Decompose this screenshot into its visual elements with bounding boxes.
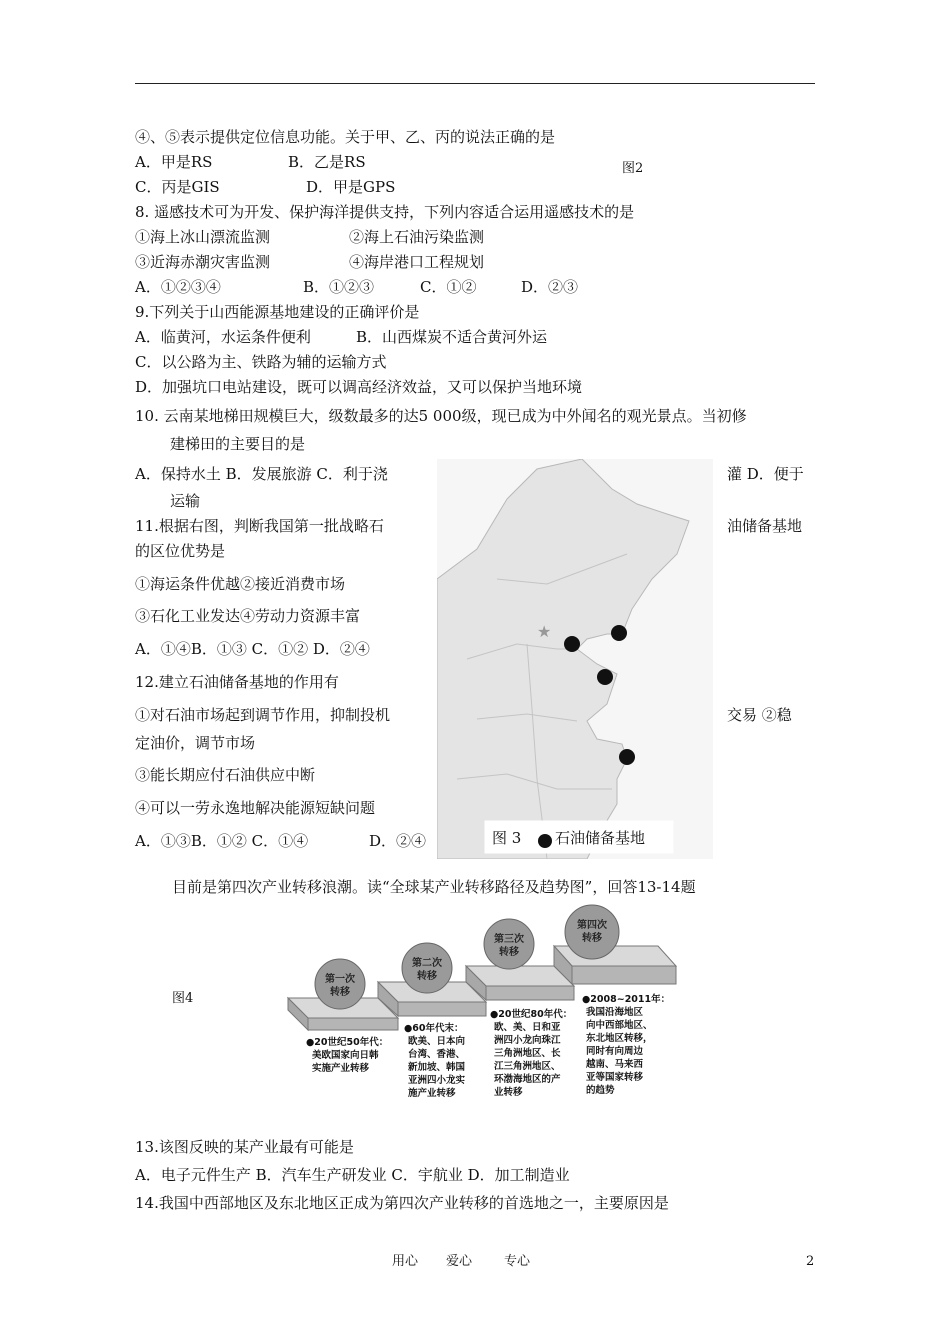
q9-stem: 9.下列关于山西能源基地建设的正确评价是	[135, 303, 420, 321]
capital-star-icon: ★	[537, 622, 552, 641]
footer-slogan-1: 用心	[392, 1254, 419, 1269]
q10-stem-line-2: 建梯田的主要目的是	[170, 435, 306, 453]
circle-4-line-1: 第四次	[577, 920, 607, 931]
q10-stem-line-1: 10. 云南某地梯田规模巨大，级数最多的达5 000级，现已成为中外闻名的观光景点。当初修	[135, 407, 747, 425]
note-3-line: 江三角洲地区、	[494, 1061, 561, 1072]
q7-option-a: A．甲是RS	[135, 153, 213, 171]
q14-stem: 14.我国中西部地区及东北地区正成为第四次产业转移的首选地之一，主要原因是	[135, 1194, 669, 1212]
q7-option-b: B．乙是RS	[288, 153, 366, 171]
q11-items-1-2: ①海运条件优越②接近消费市场	[135, 575, 346, 593]
step-block-4	[554, 946, 676, 984]
q10-options-wrap: 运输	[170, 492, 201, 510]
q12-option-d: D．②④	[369, 832, 427, 850]
note-1-line: 实施产业转移	[312, 1063, 370, 1074]
note-3-line: 三角洲地区、长	[494, 1048, 561, 1059]
q9-option-b: B．山西煤炭不适合黄河外运	[356, 328, 548, 346]
q8-option-b: B．①②③	[303, 278, 375, 296]
q12-item-1-left: ①对石油市场起到调节作用，抑制投机	[135, 706, 391, 724]
q13-14-intro: 目前是第四次产业转移浪潮。读“全球某产业转移路径及趋势图”，回答13-14题	[172, 878, 696, 896]
q13-stem: 13.该图反映的某产业最有可能是	[135, 1138, 354, 1156]
q10-options-right: 灌 D．便于	[727, 465, 804, 483]
note-3-line: 业转移	[494, 1087, 523, 1098]
footer-slogan-2: 爱心	[446, 1254, 473, 1269]
circle-4-line-2: 转移	[582, 933, 602, 944]
figure-4-caption: 图4	[172, 991, 194, 1006]
note-4-line: 越南、马来西	[586, 1059, 644, 1070]
map-svg	[437, 459, 713, 859]
note-3-line: 环渤海地区的产	[494, 1074, 561, 1085]
q7-stem-end: ④、⑤表示提供定位信息功能。关于甲、乙、丙的说法正确的是	[135, 128, 556, 146]
q9-option-d: D．加强坑口电站建设，既可以调高经济效益，又可以保护当地环境	[135, 378, 583, 396]
transfer-circle-4	[565, 905, 619, 959]
note-3-line: 欧、美、日和亚	[494, 1022, 561, 1033]
note-1-line: ●20世纪50年代：	[306, 1037, 389, 1048]
q8-item-3: ③近海赤潮灾害监测	[135, 253, 271, 271]
note-4-line: ●2008~2011年：	[582, 994, 671, 1005]
note-4-line: 我国沿海地区	[586, 1007, 644, 1018]
q8-item-1: ①海上冰山漂流监测	[135, 228, 271, 246]
q8-item-4: ④海岸港口工程规划	[349, 253, 485, 271]
oil-base-marker	[619, 749, 635, 765]
q8-option-c: C．①②	[420, 278, 477, 296]
figure-2-caption: 图2	[622, 161, 644, 176]
note-4-line: 东北地区转移，	[586, 1033, 653, 1044]
legend-oil-base-icon	[538, 834, 552, 848]
figure-4-diagram	[286, 904, 678, 1116]
q12-options-abc: A．①③B．①② C．①④	[135, 832, 309, 850]
note-2-line: 亚洲四小龙实	[408, 1075, 466, 1086]
note-3-line: 洲四小龙向珠江	[494, 1035, 561, 1046]
q10-options-left: A．保持水土 B．发展旅游 C．利于浇	[135, 465, 388, 483]
q11-items-3-4: ③石化工业发达④劳动力资源丰富	[135, 607, 361, 625]
map-caption-fig: 图 3	[492, 829, 522, 847]
footer-slogan-3: 专心	[504, 1254, 531, 1269]
note-2-line: ●60年代末：	[404, 1023, 464, 1034]
note-2-line: 施产业转移	[408, 1088, 456, 1099]
note-1-line: 美欧国家向日韩	[312, 1050, 379, 1061]
q9-option-a: A．临黄河，水运条件便利	[135, 328, 311, 346]
map-caption-legend: 石油储备基地	[555, 829, 646, 847]
figure-3-map	[437, 459, 713, 859]
step-block-3	[466, 966, 574, 1000]
note-4-line: 向中西部地区、	[586, 1020, 653, 1031]
note-4-line: 同时有向周边	[586, 1046, 644, 1057]
note-4-line: 的趋势	[586, 1085, 615, 1096]
q12-item-4: ④可以一劳永逸地解决能源短缺问题	[135, 799, 376, 817]
q12-item-1-wrap: 定油价，调节市场	[135, 734, 256, 752]
q7-option-d: D．甲是GPS	[306, 178, 396, 196]
note-3-line: ●20世纪80年代：	[490, 1009, 573, 1020]
oil-base-marker	[564, 636, 580, 652]
diagram-svg	[286, 904, 678, 1116]
oil-base-marker	[611, 625, 627, 641]
q8-option-d: D．②③	[521, 278, 579, 296]
circle-3-line-1: 第三次	[494, 934, 524, 945]
circle-1-line-1: 第一次	[325, 974, 355, 985]
circle-2-line-1: 第二次	[412, 958, 442, 969]
q11-stem-line-2: 的区位优势是	[135, 542, 226, 560]
circle-2-line-2: 转移	[417, 971, 437, 982]
q11-options: A．①④B．①③ C．①② D．②④	[135, 640, 370, 658]
q12-stem: 12.建立石油储备基地的作用有	[135, 673, 339, 691]
q8-option-a: A．①②③④	[135, 278, 221, 296]
page-number: 2	[806, 1254, 815, 1269]
circle-1-line-2: 转移	[330, 987, 350, 998]
q8-item-2: ②海上石油污染监测	[349, 228, 485, 246]
q12-item-1-right: 交易 ②稳	[727, 706, 792, 724]
q13-options: A．电子元件生产 B．汽车生产研发业 C．宇航业 D．加工制造业	[135, 1166, 570, 1184]
q12-item-3: ③能长期应付石油供应中断	[135, 766, 316, 784]
q11-stem-right: 油储备基地	[727, 517, 803, 535]
header-rule	[135, 83, 815, 84]
note-2-line: 欧美、日本向	[408, 1036, 466, 1047]
oil-base-marker	[597, 669, 613, 685]
note-2-line: 新加坡、韩国	[408, 1062, 466, 1073]
q7-option-c: C．丙是GIS	[135, 178, 220, 196]
q8-stem: 8. 遥感技术可为开发、保护海洋提供支持，下列内容适合运用遥感技术的是	[135, 203, 635, 221]
q9-option-c: C．以公路为主、铁路为辅的运输方式	[135, 353, 387, 371]
q11-stem-left: 11.根据右图，判断我国第一批战略石	[135, 517, 384, 535]
note-4-line: 亚等国家转移	[586, 1072, 644, 1083]
note-2-line: 台湾、香港、	[408, 1049, 466, 1060]
circle-3-line-2: 转移	[499, 947, 519, 958]
